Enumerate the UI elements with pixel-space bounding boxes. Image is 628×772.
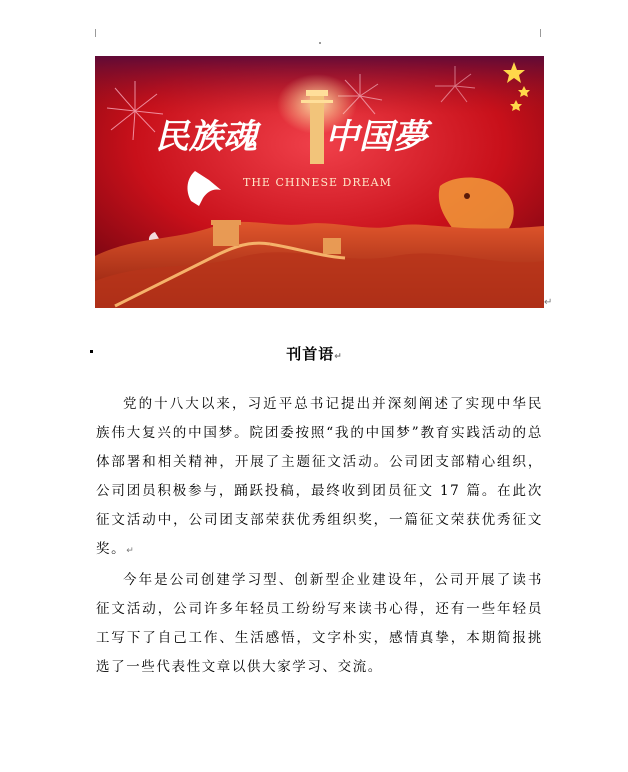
article-body — [96, 390, 543, 682]
crop-mark-right — [540, 29, 541, 37]
article-heading — [0, 343, 628, 364]
article-heading-text: 刊首语 — [286, 345, 335, 363]
paragraph-mark: ↵ — [126, 546, 134, 556]
paragraph-mark: ↵ — [544, 297, 553, 308]
banner-title-right: 中国夢 — [325, 117, 427, 157]
paragraph-text: 今年是公司创建学习型、创新型企业建设年，公司开展了读书征文活动，公司许多年轻员工纷纷写来读书心得，还有一些年轻员工写下了自己工作、生活感悟，文字朴实，感情真挚，本期简报挑选了一些代表性文章以供大家学习、交流。 — [96, 572, 543, 675]
banner-title-left: 民族魂 — [155, 117, 257, 157]
article-paragraph — [96, 390, 543, 566]
banner-subtitle: THE CHINESE DREAM — [243, 176, 392, 189]
crop-mark-center — [319, 42, 321, 44]
paragraph-text: 党的十八大以来，习近平总书记提出并深刻阐述了实现中华民族伟大复兴的中国梦。院团委按照“我的中国梦”教育实践活动的总体部署和相关精神，开展了主题征文活动。公司团支部精心组织，公司团员积极参与，踊跃投稿，最终收到团员征文 17 篇。在此次征文活动中，公司团支部荣获优秀组织奖，一篇征文荣获优秀征文奖。 — [96, 396, 543, 557]
paragraph-mark: ↵ — [334, 352, 342, 362]
article-paragraph — [96, 566, 543, 682]
crop-mark-left — [95, 29, 96, 37]
banner-image — [95, 56, 544, 308]
